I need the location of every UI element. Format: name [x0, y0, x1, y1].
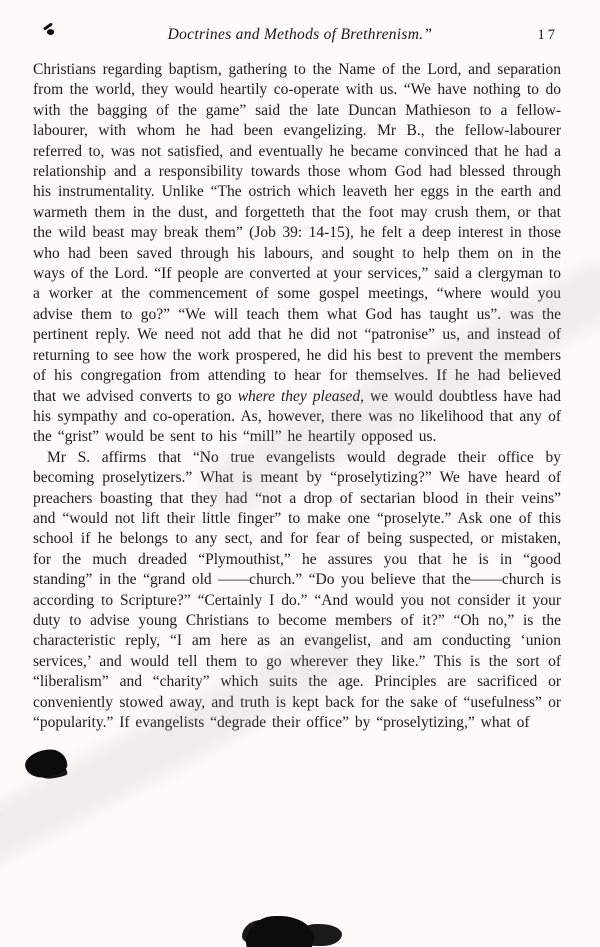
- paragraph: [33, 60, 561, 448]
- italic-text: where they pleased: [237, 387, 361, 405]
- page-header: [0, 26, 600, 50]
- ink-blot-bottom: [246, 916, 314, 947]
- page-body: [33, 60, 561, 733]
- body-text: Christians regarding baptism, gathering to the Name of the Lord, and separation from the world, they would heartily co-operate with us. “We have nothing to do with the bagging of the game” said the late Duncan Mathieson to a fellow-labourer, with whom he had been evangelizing. Mr B., the fellow-labourer referred to, was not satisfied, and eventually he became convinced that he had a relationship and a responsibility towards those whom God had blessed through his instrumentality. Unlike “The ostrich which leaveth her eggs in the earth and warmeth them in the dust, and forgetteth that the foot may crush them, or that the wild beast may break them” (Job 39: 14-15), he felt a deep interest in those who had been saved through his labours, and sought to help them on in the ways of the Lord. “If people are converted at your services,” said a clergyman to a worker at the commencement of some gospel meetings, “where would you advise them to go?” “We will teach them what God has taught us”. was the pertinent reply. We need not add that he did not “patronise” us, and instead of returning to see how the work prospered, he did his best to prevent the members of his congregation from attending to hear for themselves. If he had believed that we advised converts to go: [33, 61, 561, 405]
- body-text: Mr S. affirms that “No true evangelists would degrade their office by becoming proselytizers.” What is meant by “proselytizing?” We have heard of preachers boasting that they had “not a drop of sectarian blood in their veins” and “would not lift their little finger” to make one “proselyte.” Ask one of this school if he belongs to any sect, and for fear of being suspected, or mistaken, for the much dreaded “Plymouthist,” he assures you that he is in “good standing” in the “grand old ——church.” “Do you believe that the——church is according to Scripture?” “Certainly I do.” “And would you not consider it your duty to advise young Christians to become members of it?” “Oh no,” is the characteristic reply, “I am here as an evangelist, and am conducting ‘union services,’ and would tell them to go wherever they like.” This is the sort of “liberalism” and “charity” which suits the age. Principles are sacrificed or conveniently stowed away, and truth is kept back for the sake of “usefulness” or “popularity.” If evangelists “degrade their office” by “proselytizing,” what of: [33, 448, 561, 731]
- running-title: Doctrines and Methods of Brethrenism.”: [167, 26, 433, 43]
- body-text: , we would doubtless have had his sympathy and co-operation. As, however, there was no likelihood that any of the “grist” would be sent to his “mill” he heartily opposed us.: [33, 387, 561, 446]
- ink-blot-left: [24, 748, 69, 780]
- paragraph: [33, 448, 561, 734]
- page-number: 17: [537, 27, 558, 43]
